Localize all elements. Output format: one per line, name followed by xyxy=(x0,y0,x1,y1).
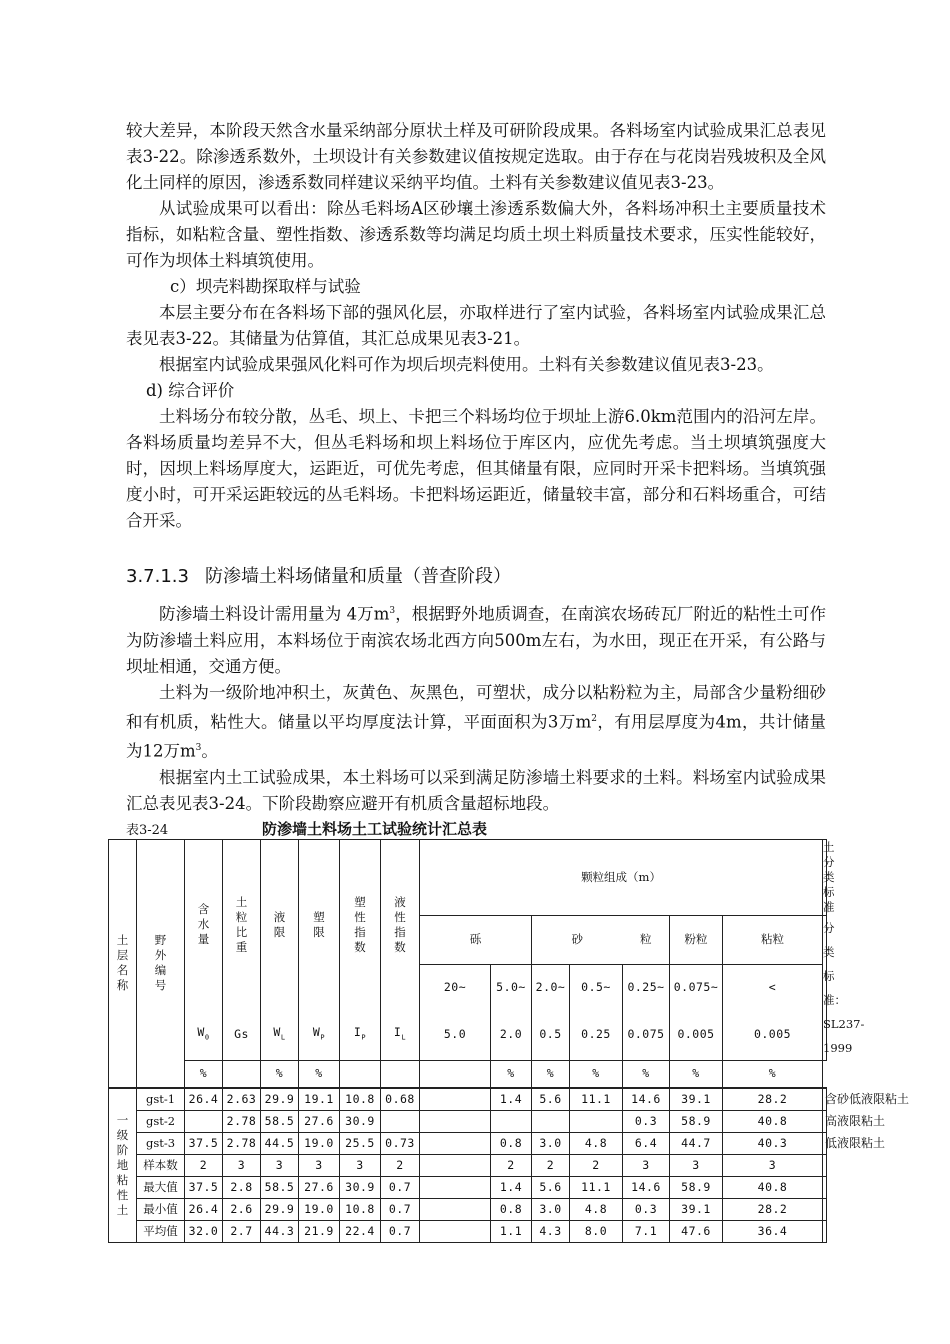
range-bottom-0: 5.0 xyxy=(420,1010,491,1060)
cell-g4 xyxy=(570,1110,623,1132)
cell-il: 0.73 xyxy=(381,1132,420,1154)
range-bottom-3: 0.25 xyxy=(570,1010,623,1060)
cell-g4: 11.1 xyxy=(570,1176,623,1198)
header-layer-name: 土 层 名 称 xyxy=(109,839,137,1088)
cell-g1 xyxy=(420,1110,491,1132)
cell-g1 xyxy=(420,1088,491,1110)
cell-g2: 1.4 xyxy=(491,1088,532,1110)
unit-cell-3: % xyxy=(299,1060,340,1088)
cell-g3: 5.6 xyxy=(532,1176,570,1198)
symbol-wp: $W_P$ xyxy=(299,1010,340,1060)
row-id: 最大值 xyxy=(137,1176,185,1198)
symbol-gs: Gs xyxy=(223,1010,261,1060)
cell-g6: 39.1 xyxy=(670,1088,723,1110)
cell-g3: 3.0 xyxy=(532,1198,570,1220)
cell-g2: 1.4 xyxy=(491,1176,532,1198)
cell-class: 高液限粘土 xyxy=(823,1110,827,1132)
row-id: gst-2 xyxy=(137,1110,185,1132)
cell-g5: 0.3 xyxy=(623,1110,670,1132)
cell-g3: 3.0 xyxy=(532,1132,570,1154)
range-top-4: 0.25~ xyxy=(623,965,670,1011)
cell-g5: 14.6 xyxy=(623,1176,670,1198)
cell-il: 0.68 xyxy=(381,1088,420,1110)
header-silt: 粉粒 xyxy=(670,915,723,965)
row-id: gst-3 xyxy=(137,1132,185,1154)
header-sand-1: 砂 xyxy=(532,915,623,965)
cell-g1 xyxy=(420,1154,491,1176)
cell-gs: 3 xyxy=(223,1154,261,1176)
cell-class: 低液限粘土 xyxy=(823,1132,827,1154)
symbol-ip: $I_P$ xyxy=(340,1010,381,1060)
cell-g2: 0.8 xyxy=(491,1198,532,1220)
cell-g5: 3 xyxy=(623,1154,670,1176)
row-id: gst-1 xyxy=(137,1088,185,1110)
table-row xyxy=(109,1198,827,1220)
section-number: 3.7.1.3 xyxy=(126,566,189,587)
section-heading xyxy=(126,564,826,590)
cell-g7: 36.4 xyxy=(723,1220,823,1242)
cell-g2: 0.8 xyxy=(491,1132,532,1154)
header-wp: 塑 限 xyxy=(299,839,340,1010)
paragraph-section-3: 根据室内土工试验成果，本土料场可以采到满足防渗墙土料要求的土料。料场室内试验成果汇总表见表3-24。下阶段勘察应避开有机质含量超标地段。 xyxy=(126,767,826,813)
cell-g5: 6.4 xyxy=(623,1132,670,1154)
header-gs: 土 粒 比 重 xyxy=(223,839,261,1010)
unit-cell-grain-5: % xyxy=(723,1060,823,1088)
range-top-3: 0.5~ xyxy=(570,965,623,1011)
cell-g1 xyxy=(420,1220,491,1242)
range-top-1: 5.0~ xyxy=(491,965,532,1011)
cell-g4: 8.0 xyxy=(570,1220,623,1242)
cell-g6: 58.9 xyxy=(670,1110,723,1132)
unit-cell-grain-4: % xyxy=(670,1060,723,1088)
cell-g2 xyxy=(491,1110,532,1132)
cell-g7: 40.8 xyxy=(723,1176,823,1198)
header-grain: 颗粒组成（m） xyxy=(420,839,823,915)
cell-g7: 40.3 xyxy=(723,1132,823,1154)
symbol-il: $I_L$ xyxy=(381,1010,420,1060)
cell-g6: 47.6 xyxy=(670,1220,723,1242)
cell-g7: 40.8 xyxy=(723,1110,823,1132)
cell-ip: 30.9 xyxy=(340,1176,381,1198)
header-clay: 粘粒 xyxy=(723,915,823,965)
cell-g5: 0.3 xyxy=(623,1198,670,1220)
cell-wp: 19.1 xyxy=(299,1088,340,1110)
cell-wp: 3 xyxy=(299,1154,340,1176)
unit-cell-gap xyxy=(420,1060,491,1088)
unit-cell-0: % xyxy=(185,1060,223,1088)
cell-gs: 2.7 xyxy=(223,1220,261,1242)
header-wl: 液 限 xyxy=(261,839,299,1010)
row-id: 最小值 xyxy=(137,1198,185,1220)
cell-g4: 2 xyxy=(570,1154,623,1176)
cell-w: 2 xyxy=(185,1154,223,1176)
paragraph-top-1: 较大差异，本阶段天然含水量采纳部分原状土样及可研阶段成果。各料场室内试验成果汇总表见表3-22。除渗透系数外，土坝设计有关参数建议值按规定选取。由于存在与花岗岩残坡积及全风化土同样的原因，渗透系数同样建议采纳平均值。土料有关参数建议值见表3-23。 xyxy=(126,121,826,192)
cell-class xyxy=(823,1154,827,1176)
table-row xyxy=(109,1154,827,1176)
cell-g3: 5.6 xyxy=(532,1088,570,1110)
cell-class xyxy=(823,1198,827,1220)
cell-g2: 2 xyxy=(491,1154,532,1176)
cell-g4: 4.8 xyxy=(570,1198,623,1220)
cell-w: 37.5 xyxy=(185,1176,223,1198)
cell-g6: 3 xyxy=(670,1154,723,1176)
cell-class xyxy=(823,1220,827,1242)
cell-il: 0.7 xyxy=(381,1176,420,1198)
cell-il: 0.7 xyxy=(381,1220,420,1242)
cell-wl: 44.5 xyxy=(261,1132,299,1154)
range-bottom-1: 2.0 xyxy=(491,1010,532,1060)
layer-name-cell: 一 级 阶 地 粘 性 土 xyxy=(109,1088,137,1242)
table-row xyxy=(109,1110,827,1132)
cell-g4: 4.8 xyxy=(570,1132,623,1154)
cell-g6: 44.7 xyxy=(670,1132,723,1154)
header-class: 土分类标准 xyxy=(823,839,835,914)
cell-class xyxy=(823,1176,827,1198)
paragraph-d: 土料场分布较分散，丛毛、坝上、卡把三个料场均位于坝址上游6.0km范围内的沿河左岸。各料场质量均差异不大，但丛毛料场和坝上料场位于库区内，应优先考虑。当土坝填筑强度大时，因坝上料场厚度大，运距近，可优先考虑，但其储量有限，应同时开采卡把料场。当填筑强度小时，可开采运距较远的丛毛料场。卡把料场运距近，储量较丰富，部分和石料场重合，可结合开采。 xyxy=(126,407,826,530)
paragraph-top-2: 从试验成果可以看出：除丛毛料场A区砂壤土渗透系数偏大外，各料场冲积土主要质量技术指标，如粘粒含量、塑性指数、渗透系数等均满足均质土坝土料质量技术要求，压实性能较好，可作为坝体土料填筑使用。 xyxy=(126,199,826,270)
cell-g5: 7.1 xyxy=(623,1220,670,1242)
cell-g1 xyxy=(420,1132,491,1154)
table-row xyxy=(109,1176,827,1198)
paragraph-section-2: 土料为一级阶地冲积土，灰黄色、灰黑色，可塑状，成分以粘粉粒为主，局部含少量粉细砂和有机质，粘性大。储量以平均厚度法计算，平面面积为3万$m^2$，有用层厚度为4m，共计储量为12万$m^3$。 xyxy=(126,682,826,761)
cell-wp: 27.6 xyxy=(299,1176,340,1198)
cell-g2: 1.1 xyxy=(491,1220,532,1242)
unit-cell-1 xyxy=(223,1060,261,1088)
range-bottom-4: 0.075 xyxy=(623,1010,670,1060)
unit-cell-grain-2: % xyxy=(570,1060,623,1088)
cell-il: 2 xyxy=(381,1154,420,1176)
cell-wl: 3 xyxy=(261,1154,299,1176)
soil-test-table xyxy=(108,839,910,1243)
cell-ip: 3 xyxy=(340,1154,381,1176)
cell-wp: 19.0 xyxy=(299,1198,340,1220)
row-id: 样本数 xyxy=(137,1154,185,1176)
section-title: 防渗墙土料场储量和质量（普查阶段） xyxy=(204,566,511,587)
cell-ip: 25.5 xyxy=(340,1132,381,1154)
range-top-2: 2.0~ xyxy=(532,965,570,1011)
row-id: 平均值 xyxy=(137,1220,185,1242)
cell-ip: 10.8 xyxy=(340,1198,381,1220)
cell-ip: 10.8 xyxy=(340,1088,381,1110)
cell-g7: 28.2 xyxy=(723,1088,823,1110)
subheading-c: c）坝壳料勘探取样与试验 xyxy=(170,277,361,296)
cell-gs: 2.63 xyxy=(223,1088,261,1110)
cell-wp: 27.6 xyxy=(299,1110,340,1132)
table-caption xyxy=(126,819,826,839)
range-top-6: < xyxy=(723,965,823,1011)
cell-w: 32.0 xyxy=(185,1220,223,1242)
table-number: 表3-24 xyxy=(126,822,169,838)
header-sand-2: 粒 xyxy=(623,915,670,965)
unit-cell-grain-1: % xyxy=(532,1060,570,1088)
cell-gs: 2.78 xyxy=(223,1110,261,1132)
cell-g7: 3 xyxy=(723,1154,823,1176)
table-row xyxy=(109,1220,827,1242)
cell-wp: 19.0 xyxy=(299,1132,340,1154)
table-row xyxy=(109,1088,827,1110)
header-water: 含 水 量 xyxy=(185,839,223,1010)
cell-wl: 29.9 xyxy=(261,1088,299,1110)
range-top-0: 20~ xyxy=(420,965,491,1011)
cell-g1 xyxy=(420,1198,491,1220)
subheading-d: d) 综合评价 xyxy=(146,381,235,400)
header-ip: 塑 性 指 数 xyxy=(340,839,381,1010)
range-bottom-6: 0.005 xyxy=(723,1010,823,1060)
header-field-number: 野 外 编 号 xyxy=(137,839,185,1088)
document-page xyxy=(116,118,910,1243)
cell-g3: 2 xyxy=(532,1154,570,1176)
cell-wl: 58.5 xyxy=(261,1110,299,1132)
paragraph-section-1: 防渗墙土料设计需用量为 4万$m^3$，根据野外地质调查，在南滨农场砖瓦厂附近的粘性土可作为防渗墙土料应用，本料场位于南滨农场北西方向500m左右，为水田，现正在开采，有公路与坝址相通，交通方便。 xyxy=(126,604,827,676)
cell-g6: 39.1 xyxy=(670,1198,723,1220)
cell-g3 xyxy=(532,1110,570,1132)
cell-g4: 11.1 xyxy=(570,1088,623,1110)
cell-wp: 21.9 xyxy=(299,1220,340,1242)
unit-cell-5 xyxy=(381,1060,420,1088)
cell-wl: 58.5 xyxy=(261,1176,299,1198)
unit-cell-grain-3: % xyxy=(623,1060,670,1088)
cell-gs: 2.78 xyxy=(223,1132,261,1154)
paragraph-c-1: 本层主要分布在各料场下部的强风化层，亦取样进行了室内试验，各料场室内试验成果汇总表见表3-22。其储量为估算值，其汇总成果见表3-21。 xyxy=(126,303,826,348)
cell-ip: 30.9 xyxy=(340,1110,381,1132)
symbol-wl: $W_L$ xyxy=(261,1010,299,1060)
cell-gs: 2.8 xyxy=(223,1176,261,1198)
cell-g7: 28.2 xyxy=(723,1198,823,1220)
header-gravel: 砾 xyxy=(420,915,532,965)
range-bottom-5: 0.005 xyxy=(670,1010,723,1060)
unit-cell-4 xyxy=(340,1060,381,1088)
table-title: 防渗墙土料场土工试验统计汇总表 xyxy=(262,819,488,838)
header-class-std: 分类标准： SL237-1999 xyxy=(823,915,827,1060)
cell-w: 26.4 xyxy=(185,1088,223,1110)
unit-cell-grain-0: % xyxy=(491,1060,532,1088)
table-row xyxy=(109,1132,827,1154)
cell-wl: 44.3 xyxy=(261,1220,299,1242)
cell-gs: 2.6 xyxy=(223,1198,261,1220)
range-bottom-2: 0.5 xyxy=(532,1010,570,1060)
cell-g3: 4.3 xyxy=(532,1220,570,1242)
cell-class: 含砂低液限粘土 xyxy=(823,1088,827,1110)
cell-g5: 14.6 xyxy=(623,1088,670,1110)
cell-g1 xyxy=(420,1176,491,1198)
cell-ip: 22.4 xyxy=(340,1220,381,1242)
cell-wl: 29.9 xyxy=(261,1198,299,1220)
unit-cell-2: % xyxy=(261,1060,299,1088)
range-top-5: 0.075~ xyxy=(670,965,723,1011)
cell-il xyxy=(381,1110,420,1132)
symbol-w: $W_0$ xyxy=(185,1010,223,1060)
cell-w: 26.4 xyxy=(185,1198,223,1220)
cell-g6: 58.9 xyxy=(670,1176,723,1198)
paragraph-c-2: 根据室内试验成果强风化料可作为坝后坝壳料使用。土料有关参数建议值见表3-23。 xyxy=(159,355,774,374)
cell-w xyxy=(185,1110,223,1132)
cell-il: 0.7 xyxy=(381,1198,420,1220)
cell-w: 37.5 xyxy=(185,1132,223,1154)
header-il: 液 性 指 数 xyxy=(381,839,420,1010)
